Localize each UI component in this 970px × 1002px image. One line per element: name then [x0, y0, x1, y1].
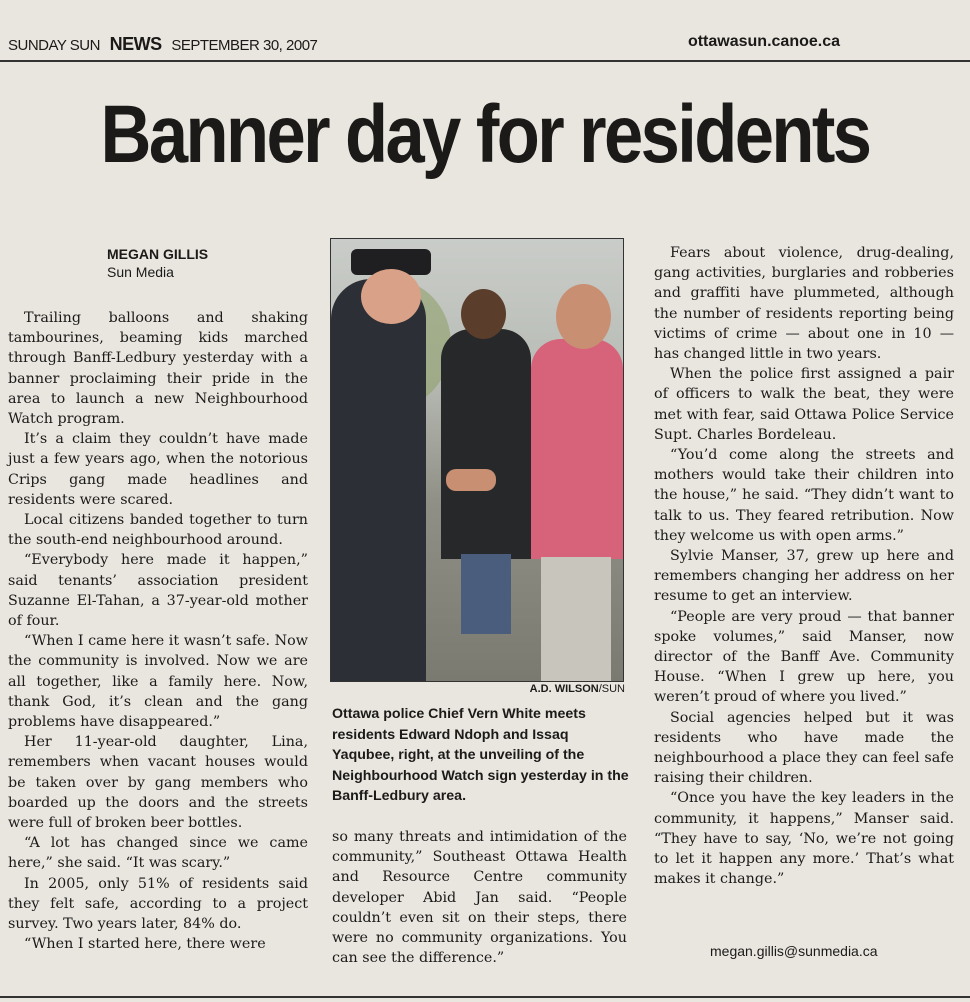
column-3 — [654, 243, 954, 890]
resident-figure — [531, 339, 623, 559]
photo-credit — [440, 683, 625, 695]
author-org: Sun Media — [107, 264, 174, 280]
column-1 — [8, 308, 308, 955]
photographer: A.D. WILSON — [529, 683, 599, 695]
credit-org: /SUN — [598, 683, 625, 695]
paragraph: “Once you have the key leaders in the community, it happens,” Manser said. “They have to say, ‘No, we’re not going to let it happen any more.’ That’s what makes it change.” — [654, 790, 954, 888]
column-2 — [332, 827, 627, 968]
paragraph: “A lot has changed since we came here,” she said. “It was scary.” — [8, 835, 308, 872]
paragraph: In 2005, only 51% of residents said they felt safe, according to a project survey. Two years later, 84% do. — [8, 875, 308, 933]
resident-figure — [441, 329, 531, 559]
paragraph: “You’d come along the streets and mothers would take their children into the house,” he said. “They didn’t want to talk to us. They feared retribution. Now they welcome us with open arms.” — [654, 447, 954, 544]
paragraph: Social agencies helped but it was residents who have made the neighbourhood a place they can feel safe raising their children. — [654, 709, 954, 787]
byline — [107, 246, 208, 280]
paragraph: so many threats and intimidation of the community,” Southeast Ottawa Health and Resource Centre community developer Abid Jan said. “People couldn’t even sit on their steps, there were no community organizations. You can see the difference.” — [332, 829, 627, 967]
paragraph: “Everybody here made it happen,” said tenants’ association president Suzanne El-Tahan, a 37-year-old mother of four. — [8, 552, 308, 630]
paragraph: Her 11-year-old daughter, Lina, remembers when vacant houses would be taken over by gang members who boarded up the doors and the streets were full of broken beer bottles. — [8, 734, 308, 832]
paragraph: Local citizens banded together to turn the south-end neighbourhood around. — [8, 512, 308, 549]
paragraph: “When I came here it wasn’t safe. Now the community is involved. Now we are all together, like a family here. Now, thank God, it’s clean and the gang problems have disappeared.” — [8, 633, 308, 731]
author-name: MEGAN GILLIS — [107, 246, 209, 262]
photo-caption: Ottawa police Chief Vern White meets residents Edward Ndoph and Issaq Yaqubee, right, at the unveiling of the Neighbourhood Watch sign yesterday in the Banff-Ledbury area. — [332, 706, 629, 804]
news-photo — [330, 238, 624, 682]
site-url: ottawasun.canoe.ca — [687, 33, 840, 50]
police-officer-figure — [331, 279, 426, 681]
section-name: NEWS — [109, 34, 162, 54]
issue-date: SEPTEMBER 30, 2007 — [171, 37, 318, 54]
paragraph: When the police first assigned a pair of officers to walk the beat, they were met with fear, said Ottawa Police Service Supt. Charles Bordeleau. — [654, 366, 954, 443]
masthead — [8, 34, 317, 55]
paper-name: SUNDAY SUN — [8, 37, 100, 54]
paragraph: Fears about violence, drug-dealing, gang activities, burglaries and robberies and graffiti have plummeted, although the number of residents reporting being victims of crime — about one in 10 — has changed little in two years. — [654, 245, 954, 363]
paragraph: Trailing balloons and shaking tambourines, beaming kids marched through Banff-Ledbury yesterday with a banner proclaiming their pride in the area to launch a new Neighbourhood Watch program. — [8, 310, 308, 428]
bottom-rule — [0, 996, 970, 998]
headline: Banner day for residents — [100, 89, 870, 180]
paragraph: “People are very proud — that banner spoke volumes,” said Manser, now director of the Banff Ave. Community House. “When I grew up here, you weren’t proud of where you lived.” — [654, 608, 954, 706]
paragraph: It’s a claim they couldn’t have made just a few years ago, when the notorious Crips gang made headlines and residents were scared. — [8, 431, 308, 508]
author-email: megan.gillis@sunmedia.ca — [710, 943, 878, 959]
paragraph: Sylvie Manser, 37, grew up here and remembers changing her address on her resume to get an interview. — [654, 548, 954, 605]
top-rule — [0, 60, 970, 62]
paragraph: “When I started here, there were — [24, 936, 266, 953]
handshake — [446, 469, 496, 491]
